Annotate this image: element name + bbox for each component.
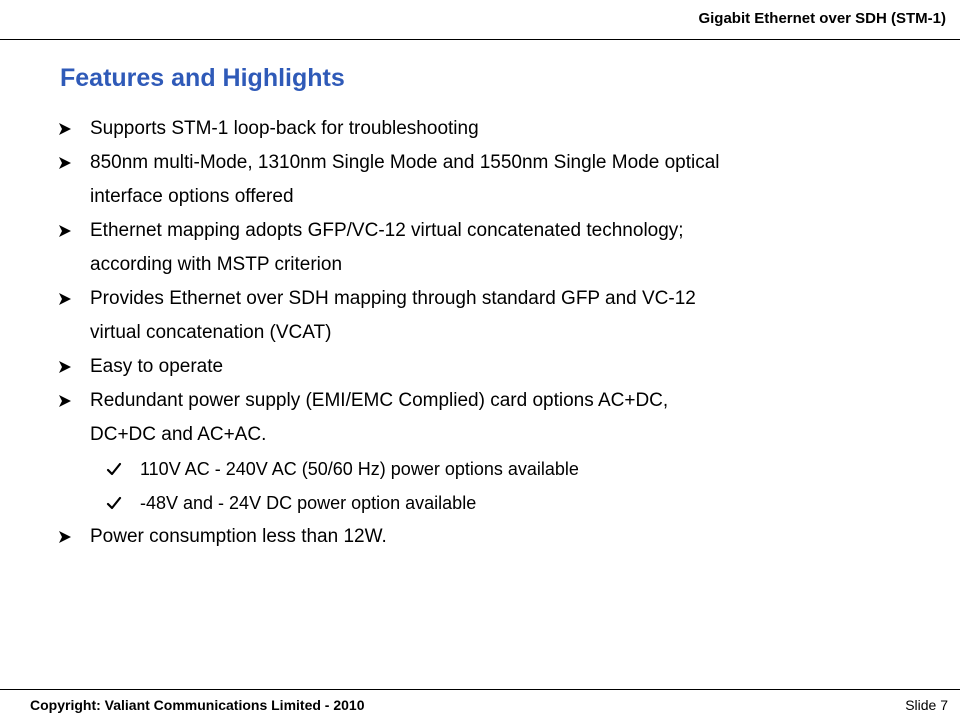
copyright-text: Copyright: Valiant Communications Limited - 2010 bbox=[30, 697, 365, 713]
slide-number: Slide 7 bbox=[905, 697, 948, 713]
feature-item bbox=[58, 520, 918, 554]
feature-text-line: according with MSTP criterion bbox=[90, 254, 343, 275]
feature-text: Power consumption less than 12W. bbox=[90, 526, 387, 547]
arrow-bullet-icon bbox=[58, 520, 80, 554]
feature-item bbox=[58, 282, 918, 350]
feature-text-line: 850nm multi-Mode, 1310nm Single Mode and 1550nm Single Mode optical bbox=[90, 152, 720, 173]
sub-feature-text: 110V AC - 240V AC (50/60 Hz) power options available bbox=[140, 459, 579, 479]
feature-item bbox=[58, 350, 918, 384]
arrow-bullet-icon bbox=[58, 350, 80, 384]
feature-item bbox=[58, 214, 918, 282]
feature-list bbox=[58, 112, 918, 554]
checkmark-icon bbox=[106, 452, 126, 486]
checkmark-icon bbox=[106, 486, 126, 520]
slide-title: Features and Highlights bbox=[60, 64, 345, 92]
sub-feature-text: -48V and - 24V DC power option available bbox=[140, 493, 477, 513]
feature-text-line: interface options offered bbox=[90, 186, 294, 207]
feature-item bbox=[58, 384, 918, 452]
footer-divider bbox=[0, 689, 960, 690]
arrow-bullet-icon bbox=[58, 146, 80, 180]
arrow-bullet-icon bbox=[58, 384, 80, 418]
feature-text-line: DC+DC and AC+AC. bbox=[90, 424, 267, 445]
feature-item bbox=[58, 112, 918, 146]
feature-text-line: Redundant power supply (EMI/EMC Complied) card options AC+DC, bbox=[90, 390, 669, 411]
feature-text: Easy to operate bbox=[90, 356, 224, 377]
feature-text-line: Ethernet mapping adopts GFP/VC-12 virtual concatenated technology; bbox=[90, 220, 684, 241]
feature-item bbox=[58, 146, 918, 214]
header-title: Gigabit Ethernet over SDH (STM-1) bbox=[698, 10, 946, 27]
sub-feature-item bbox=[58, 486, 918, 520]
arrow-bullet-icon bbox=[58, 282, 80, 316]
feature-text: Supports STM-1 loop-back for troubleshooting bbox=[90, 118, 479, 139]
arrow-bullet-icon bbox=[58, 214, 80, 248]
feature-text-line: Provides Ethernet over SDH mapping through standard GFP and VC-12 bbox=[90, 288, 696, 309]
arrow-bullet-icon bbox=[58, 112, 80, 146]
feature-text-line: virtual concatenation (VCAT) bbox=[90, 322, 332, 343]
header-divider bbox=[0, 39, 960, 40]
sub-feature-item bbox=[58, 452, 918, 486]
